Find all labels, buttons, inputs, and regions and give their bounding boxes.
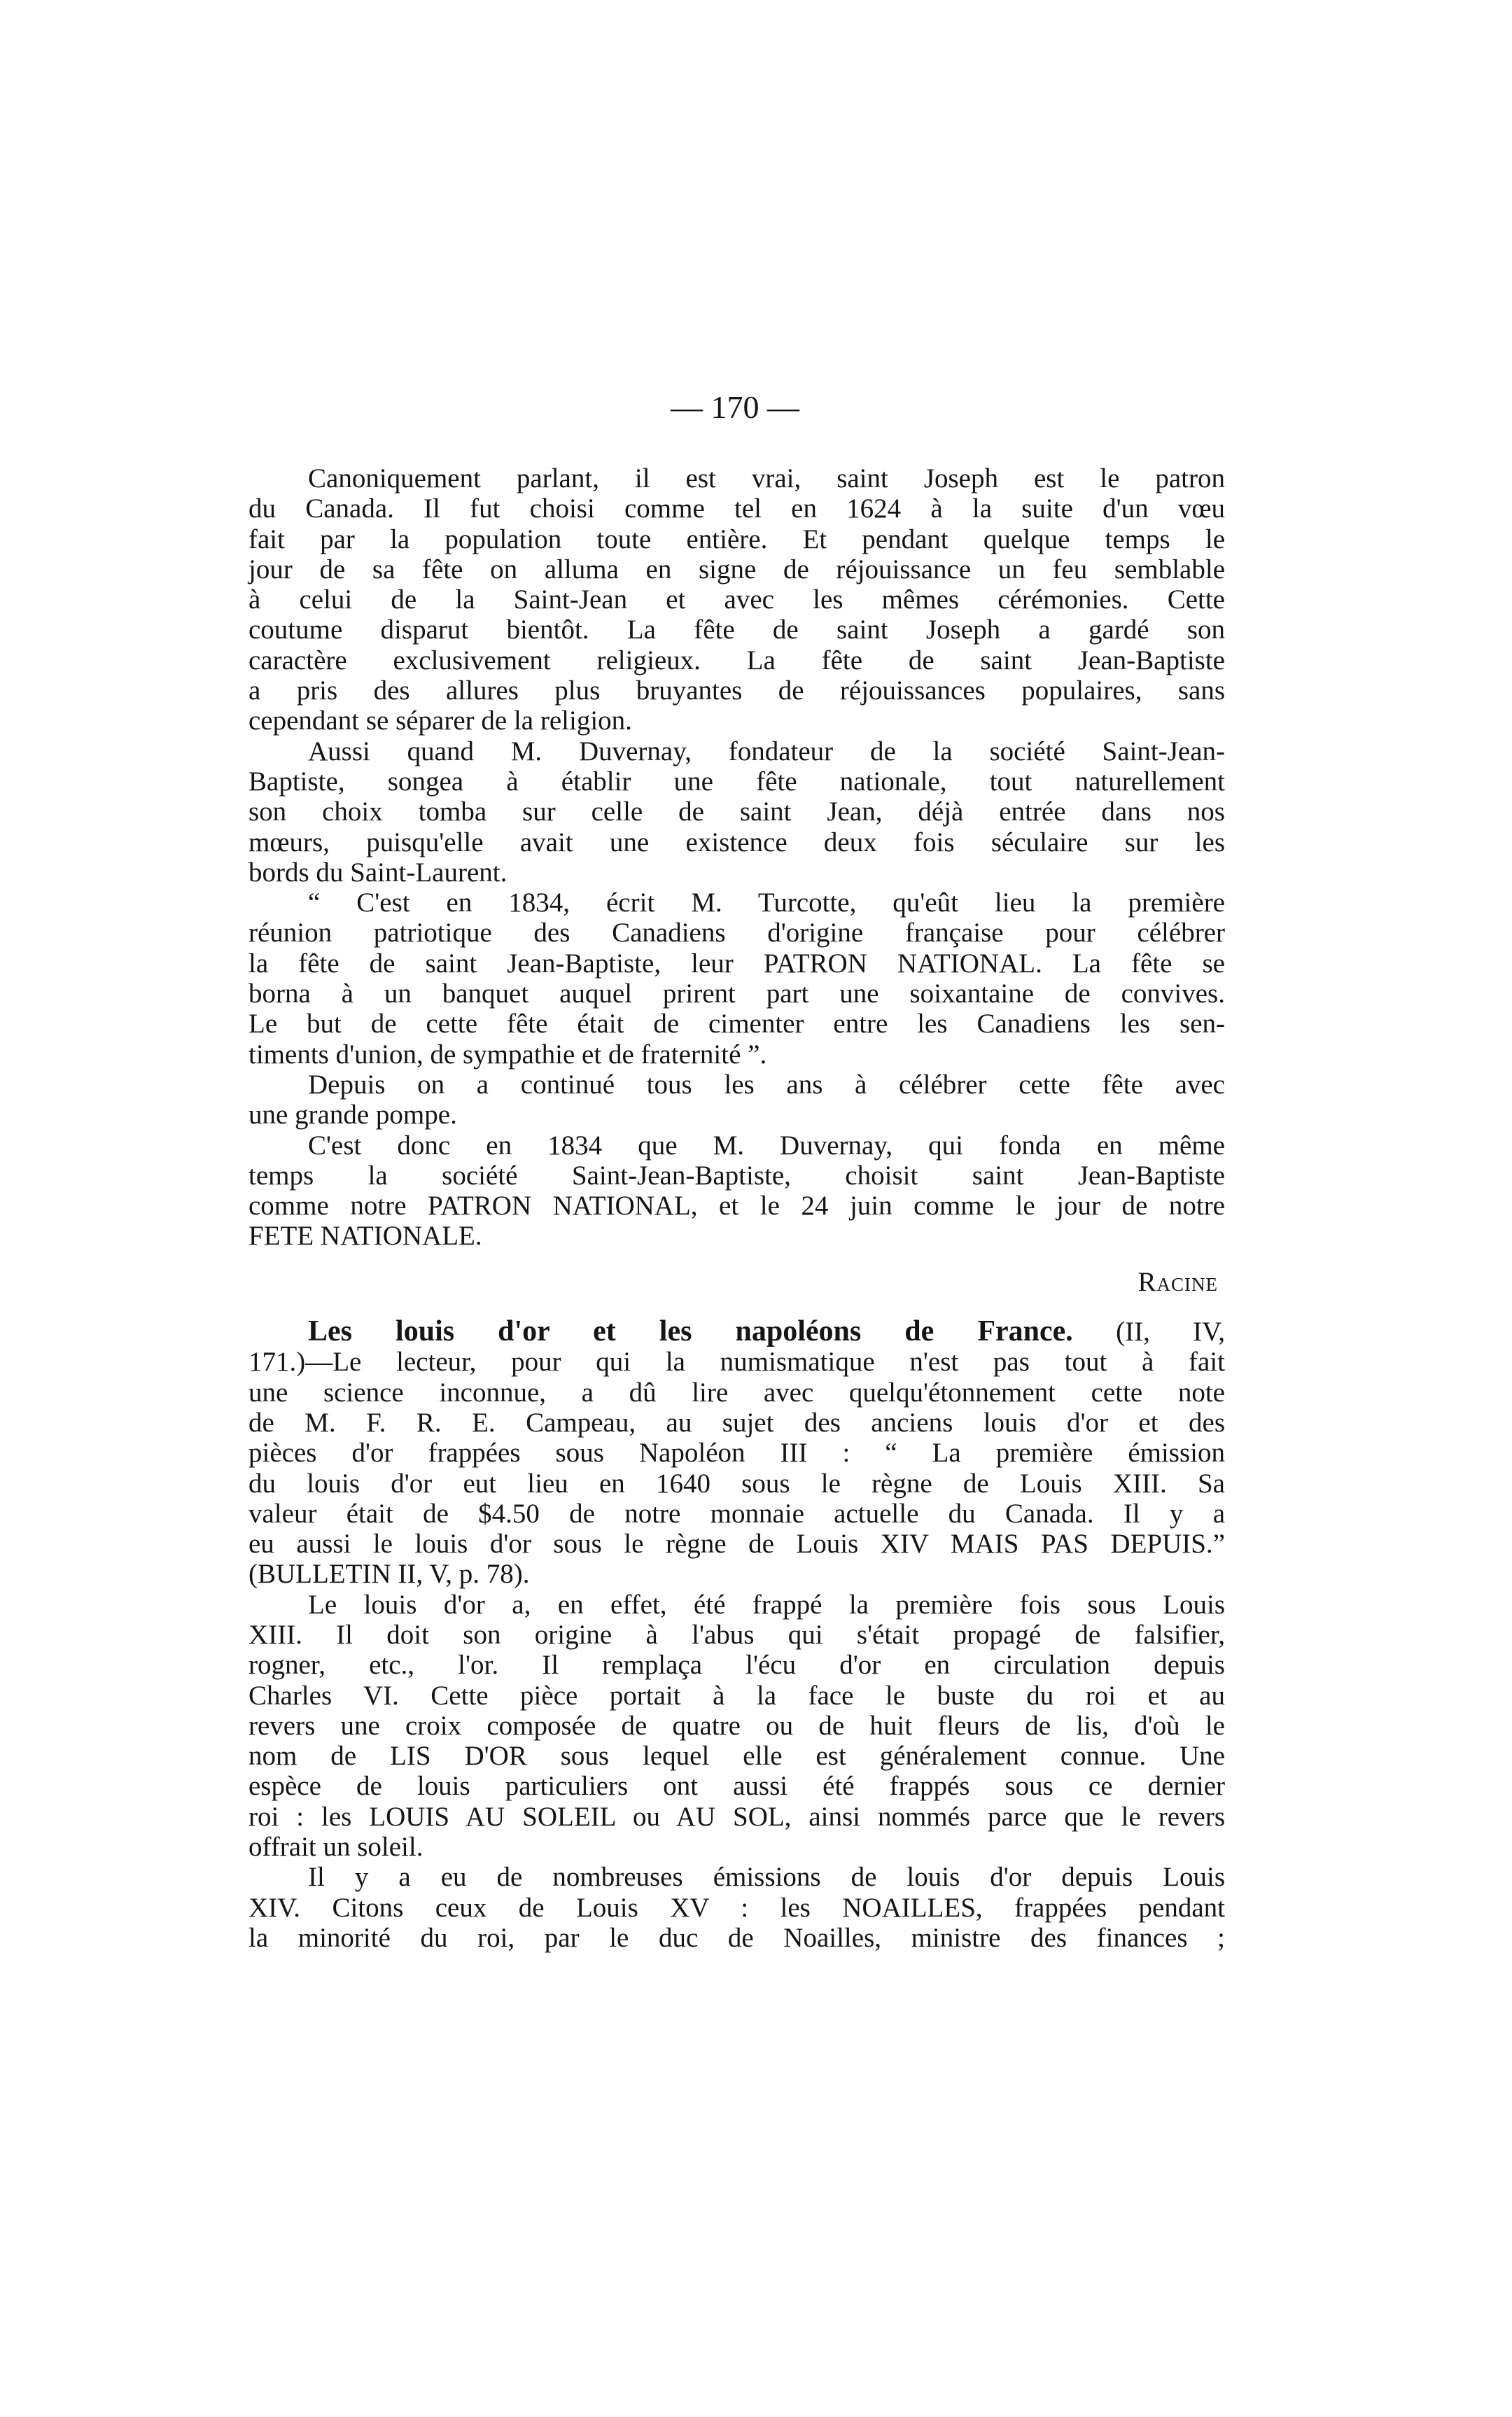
section-heading [248, 1317, 1225, 1347]
paragraph-1-line: cependant se séparer de la religion. [248, 706, 632, 736]
section-reference: (II, IV, [1116, 1317, 1226, 1347]
author-signature: Racine [1138, 1266, 1218, 1297]
section-2-paragraph-2-line: espèce de louis particuliers ont aussi été frappés sous ce dernier [248, 1771, 1225, 1802]
section-2-paragraph-2-line: Le louis d'or a, en effet, été frappé la première fois sous Louis [308, 1589, 1225, 1620]
paragraph-2-line: mœurs, puisqu'elle avait une existence deux fois séculaire sur les [248, 827, 1225, 857]
quotation-line: la fête de saint Jean-Baptiste, leur PATRON NATIONAL. La fête se [248, 948, 1225, 979]
paragraph-1-line: a pris des allures plus bruyantes de réjouissances populaires, sans [248, 675, 1225, 706]
paragraph-5-line: comme notre PATRON NATIONAL, et le 24 juin comme le jour de notre [248, 1191, 1225, 1221]
paragraph-1-line: Canoniquement parlant, il est vrai, saint Joseph est le patron [308, 463, 1225, 493]
section-2-paragraph-2-line: Charles VI. Cette pièce portait à la face le buste du roi et au [248, 1680, 1225, 1711]
section-2-paragraph-2-line: rogner, etc., l'or. Il remplaça l'écu d'or en circulation depuis [248, 1650, 1225, 1681]
section-2-paragraph-1-line: valeur était de $4.50 de notre monnaie actuelle du Canada. Il y a [248, 1498, 1225, 1529]
paragraph-5-line: C'est donc en 1834 que M. Duvernay, qui fonda en même [308, 1130, 1225, 1161]
paragraph-1-line: du Canada. Il fut choisi comme tel en 1624 à la suite d'un vœu [248, 493, 1225, 524]
quotation-line: Le but de cette fête était de cimenter entre les Canadiens les sen- [248, 1009, 1225, 1039]
page-number: — 170 — [671, 389, 799, 425]
section-2-paragraph-2-line: revers une croix composée de quatre ou de huit fleurs de lis, d'où le [248, 1710, 1225, 1741]
paragraph-4-line: Depuis on a continué tous les ans à célébrer cette fête avec [308, 1069, 1225, 1100]
section-2-paragraph-3-line: Il y a eu de nombreuses émissions de louis d'or depuis Louis [308, 1862, 1225, 1893]
section-2-paragraph-1-line: 171.)—Le lecteur, pour qui la numismatique n'est pas tout à fait [248, 1347, 1225, 1378]
section-2-paragraph-1-line: (BULLETIN II, V, p. 78). [248, 1559, 530, 1590]
quotation-line: borna à un banquet auquel prirent part une soixantaine de convives. [248, 979, 1225, 1009]
section-2-paragraph-1-line: de M. F. R. E. Campeau, au sujet des anciens louis d'or et des [248, 1407, 1225, 1438]
section-2-paragraph-1-line: eu aussi le louis d'or sous le règne de Louis XIV MAIS PAS DEPUIS.” [248, 1529, 1225, 1560]
paragraph-2-line: Aussi quand M. Duvernay, fondateur de la société Saint-Jean- [308, 736, 1225, 766]
paragraph-5-line: temps la société Saint-Jean-Baptiste, choisit saint Jean-Baptiste [248, 1160, 1225, 1191]
paragraph-1-line: coutume disparut bientôt. La fête de saint Joseph a gardé son [248, 615, 1225, 645]
section-2-paragraph-1-line: pièces d'or frappées sous Napoléon III : “ La première émission [248, 1438, 1225, 1469]
paragraph-5-line: FETE NATIONALE. [248, 1221, 482, 1252]
paragraph-2-line: son choix tomba sur celle de saint Jean, déjà entrée dans nos [248, 797, 1225, 827]
paragraph-1-line: fait par la population toute entière. Et pendant quelque temps le [248, 524, 1225, 554]
spacer [248, 1252, 1225, 1267]
paragraph-4-line: une grande pompe. [248, 1100, 457, 1130]
quotation-line: “ C'est en 1834, écrit M. Turcotte, qu'eût lieu la première [308, 888, 1225, 918]
section-2-paragraph-3-line: la minorité du roi, par le duc de Noailles, ministre des finances ; [248, 1922, 1225, 1953]
section-2-paragraph-2-line: XIII. Il doit son origine à l'abus qui s'était propagé de falsifier, [248, 1619, 1225, 1650]
paragraph-1-line: caractère exclusivement religieux. La fête de saint Jean-Baptiste [248, 645, 1225, 675]
section-2-paragraph-3-line: XIV. Citons ceux de Louis XV : les NOAILLES, frappées pendant [248, 1892, 1225, 1923]
section-title: Les louis d'or et les napoléons de France. [308, 1315, 1073, 1348]
section-2-paragraph-1-line: une science inconnue, a dû lire avec quelqu'étonnement cette note [248, 1377, 1225, 1408]
section-2-paragraph-2-line: offrait un soleil. [248, 1832, 424, 1863]
section-2-paragraph-2-line: nom de LIS D'OR sous lequel elle est généralement connue. Une [248, 1741, 1225, 1772]
section-2-paragraph-2-line: roi : les LOUIS AU SOLEIL ou AU SOL, ainsi nommés parce que le revers [248, 1801, 1225, 1832]
paragraph-2-line: bords du Saint-Laurent. [248, 857, 507, 888]
spacer [248, 1297, 1225, 1317]
section-2-paragraph-1-line: du louis d'or eut lieu en 1640 sous le règne de Louis XIII. Sa [248, 1468, 1225, 1499]
paragraph-2-line: Baptiste, songea à établir une fête nationale, tout naturellement [248, 766, 1225, 797]
quotation-line: réunion patriotique des Canadiens d'origine française pour célébrer [248, 918, 1225, 948]
quotation-line: timents d'union, de sympathie et de fraternité ”. [248, 1039, 767, 1070]
paragraph-1-line: à celui de la Saint-Jean et avec les mêmes cérémonies. Cette [248, 584, 1225, 615]
text-column [248, 463, 1225, 1953]
paragraph-1-line: jour de sa fête on alluma en signe de réjouissance un feu semblable [248, 554, 1225, 584]
